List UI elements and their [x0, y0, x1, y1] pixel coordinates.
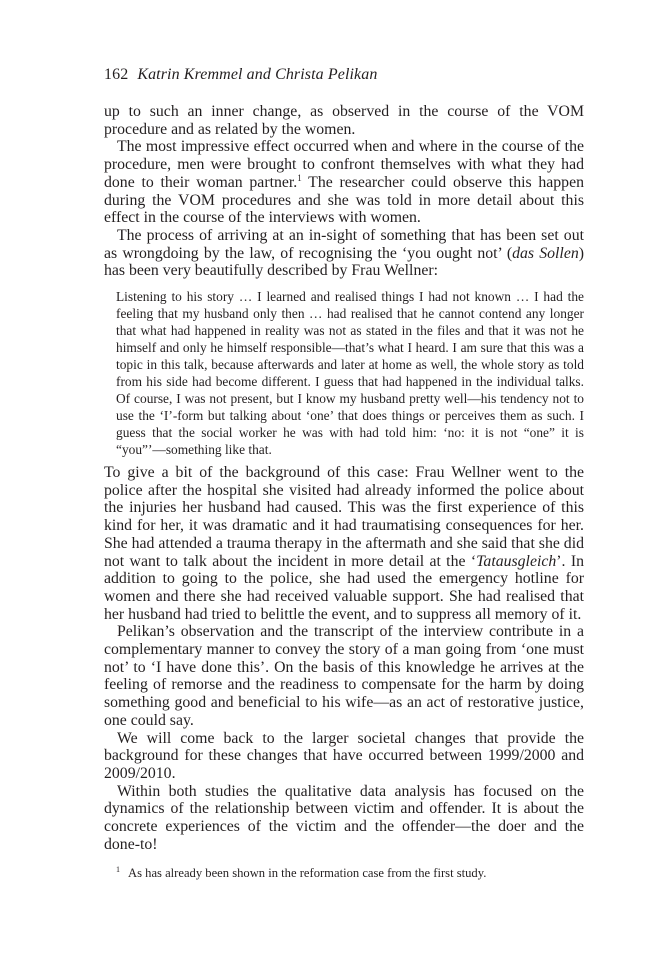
paragraph-2: [104, 138, 584, 227]
paragraph-3-italic: das Sollen: [512, 244, 579, 262]
footnote-number: 1: [116, 865, 120, 874]
paragraph-6: We will come back to the larger societal changes that provide the background for these changes that have occurred between 1999/2000 and 2009/2010.: [104, 729, 584, 782]
paragraph-2-text-a: The most impressive effect occurred when and where in the course of the procedure, men were brought to confront themselves with what they had done to their woman partner.: [104, 138, 584, 191]
paragraph-7: Within both studies the qualitative data analysis has focused on the dynamics of the relationship between victim and offender. It is about the concrete experiences of the victim and the offender—the doer and the done-to!: [104, 782, 584, 853]
paragraph-4-text-b: ’. In addition to going to the police, she had used the emergency hotline for women and there she had received valuable support. She had realised that her husband had tried to belittle the event, and to suppress all memory of it.: [104, 552, 584, 623]
paragraph-3-text-a: The process of arriving at an in-sight of something that has been set out as wrongdoing by the law, of recognising the ‘you ought not’ (: [104, 226, 584, 262]
paragraph-2-text-b: The researcher could observe this happen during the VOM procedures and she was told in more detail about this effect in the course of the interviews with women.: [104, 173, 584, 227]
block-quote: Listening to his story … I learned and realised things I had not known … I had the feeling that my husband only then … had realised that he cannot contend any longer that what had happened in reality was not as stated in the files and that it was not he himself and only he himself responsible—that’s what I heard. I am sure that this was a topic in this talk, because afterwards and later at home as well, the whole story as told from his side had become different. I guess that had happened in the individual talks. Of course, I was not present, but I know my husband pretty well—his tendency not to use the ‘I’-form but talking about ‘one’ that does things or perceives them as such. I guess that the social worker he was with had told him: ‘no: it is not “one” it is “you”’—something like that.: [116, 289, 584, 458]
page-number: 162: [104, 66, 129, 83]
footnote: [116, 866, 486, 881]
paragraph-1: up to such an inner change, as observed in the course of the VOM procedure and as related by the women.: [104, 103, 584, 138]
footnote-text: As has already been shown in the reformation case from the first study.: [128, 866, 487, 880]
running-header: [104, 66, 377, 84]
paragraph-4-text-a: To give a bit of the background of this case: Frau Wellner went to the police after the hospital she visited had already informed the police about the injuries her husband had caused. This was the first experience of this kind for her, it was dramatic and it had traumatising consequences for her. She had attended a trauma therapy in the aftermath and she said that she did not want to talk about the incident in more detail at the ‘: [104, 464, 584, 570]
paragraph-3: [104, 227, 584, 280]
paragraph-3-text-b: ) has been very beautifully described by Frau Wellner:: [104, 244, 584, 280]
paragraph-4: [104, 464, 584, 623]
footnote-reference: 1: [297, 172, 302, 183]
paragraph-5: Pelikan’s observation and the transcript of the interview contribute in a complementary manner to convey the story of a man going from ‘one must not’ to ‘I have done this’. On the basis of this knowledge he arrives at the feeling of remorse and the readiness to compensate for the harm by doing something good and beneficial to his wife—as an act of restorative justice, one could say.: [104, 623, 584, 729]
running-head-authors: Katrin Kremmel and Christa Pelikan: [137, 66, 378, 83]
paragraph-4-italic: Tatausgleich: [476, 552, 557, 570]
body-text: [104, 103, 584, 854]
